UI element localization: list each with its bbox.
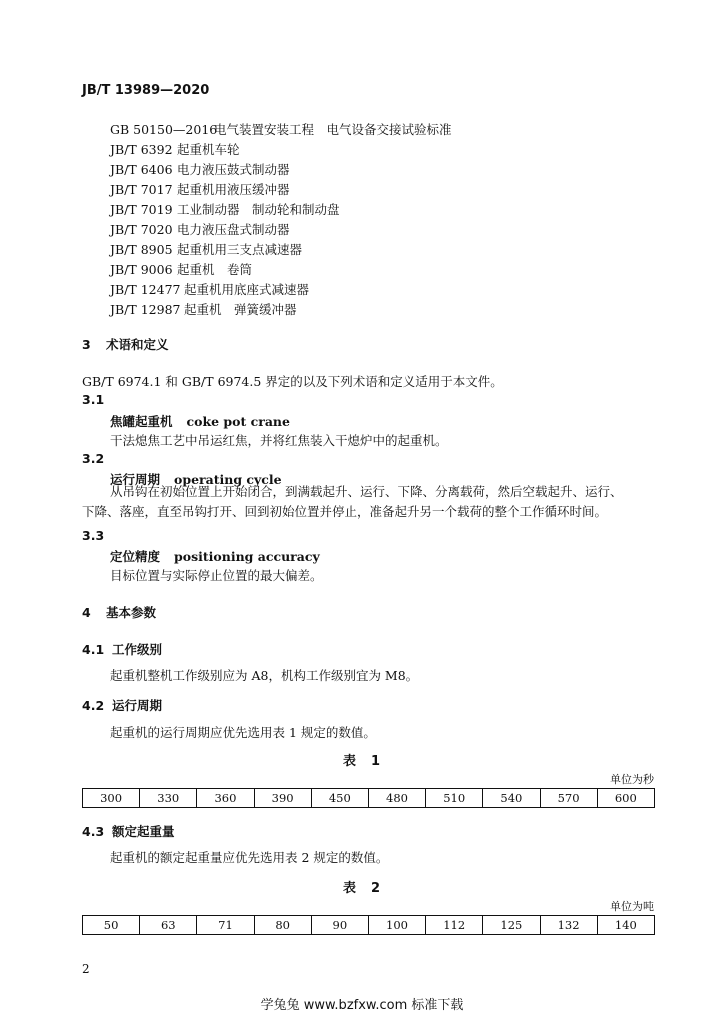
table-cell: 330 — [140, 789, 197, 808]
table-cell: 390 — [254, 789, 311, 808]
table-cell: 540 — [483, 789, 540, 808]
table-cell: 480 — [368, 789, 425, 808]
footer-watermark: 学兔兔 www.bzfxw.com 标准下载 — [260, 998, 464, 1013]
reference-item: JB/T 6406 电力液压鼓式制动器 — [110, 162, 290, 177]
reference-item: JB/T 7019 工业制动器 制动轮和制动盘 — [110, 202, 340, 217]
clause-3-2-number: 3.2 — [82, 451, 105, 466]
table-cell: 50 — [83, 916, 140, 935]
reference-item: JB/T 12987 起重机 弹簧缓冲器 — [110, 302, 297, 317]
table-cell: 100 — [368, 916, 425, 935]
table-cell: 360 — [197, 789, 254, 808]
table-cell: 125 — [483, 916, 540, 935]
table-2 — [82, 915, 655, 935]
clause-3-3-number: 3.3 — [82, 528, 105, 543]
clause-4-2-heading: 4.2 运行周期 — [82, 698, 163, 713]
section-3-intro: GB/T 6974.1 和 GB/T 6974.5 界定的以及下列术语和定义适用于本文件。 — [82, 374, 503, 389]
table-2-caption: 表 2 — [342, 881, 382, 896]
table-1 — [82, 788, 655, 808]
table-cell: 80 — [254, 916, 311, 935]
clause-4-3-text: 起重机的额定起重量应优先选用表 2 规定的数值。 — [110, 850, 389, 865]
section-4-heading: 4 基本参数 — [82, 605, 157, 620]
clause-4-3-heading: 4.3 额定起重量 — [82, 824, 175, 839]
page-number: 2 — [82, 962, 90, 976]
reference-item: JB/T 8905 起重机用三支点减速器 — [110, 242, 303, 257]
term-3-1: 焦罐起重机 coke pot crane — [110, 414, 290, 429]
reference-item: JB/T 9006 起重机 卷筒 — [110, 262, 253, 277]
document-id-header: JB/T 13989—2020 — [82, 83, 210, 98]
clause-4-1-text: 起重机整机工作级别应为 A8，机构工作级别宜为 M8。 — [110, 668, 419, 683]
reference-item: JB/T 6392 起重机车轮 — [110, 142, 240, 157]
term-3-3: 定位精度 positioning accuracy — [110, 549, 320, 564]
clause-4-2-text: 起重机的运行周期应优先选用表 1 规定的数值。 — [110, 725, 376, 740]
table-cell: 570 — [540, 789, 597, 808]
table-cell: 132 — [540, 916, 597, 935]
definition-3-1: 干法熄焦工艺中吊运红焦，并将红焦装入干熄炉中的起重机。 — [110, 433, 448, 448]
section-3-heading: 3 术语和定义 — [82, 337, 169, 352]
table-cell: 510 — [426, 789, 483, 808]
table-cell: 600 — [597, 789, 654, 808]
table-cell: 300 — [83, 789, 140, 808]
reference-item: JB/T 7020 电力液压盘式制动器 — [110, 222, 290, 237]
table-cell: 140 — [597, 916, 654, 935]
term-3-2: 运行周期 operating cycle — [110, 472, 282, 487]
reference-item: JB/T 12477 起重机用底座式减速器 — [110, 282, 310, 297]
clause-4-1-heading: 4.1 工作级别 — [82, 642, 163, 657]
table-cell: 90 — [311, 916, 368, 935]
table-1-caption: 表 1 — [342, 754, 382, 769]
reference-item: GB 50150—2016电气装置安装工程 电气设备交接试验标准 — [110, 122, 452, 137]
table-1-unit: 单位为秒 — [610, 773, 654, 786]
table-cell: 450 — [311, 789, 368, 808]
table-cell: 71 — [197, 916, 254, 935]
table-2-unit: 单位为吨 — [610, 900, 654, 913]
table-cell: 63 — [140, 916, 197, 935]
definition-3-2: 从吊钩在初始位置上开始闭合，到满载起升、运行、下降、分离载荷，然后空载起升、运行、下降、落座，直至吊钩打开、回到初始位置并停止，准备起升另一个载荷的整个工作循环时间。 — [82, 484, 623, 519]
clause-3-1-number: 3.1 — [82, 392, 105, 407]
table-cell: 112 — [426, 916, 483, 935]
reference-item: JB/T 7017 起重机用液压缓冲器 — [110, 182, 290, 197]
definition-3-3: 目标位置与实际停止位置的最大偏差。 — [110, 568, 323, 583]
